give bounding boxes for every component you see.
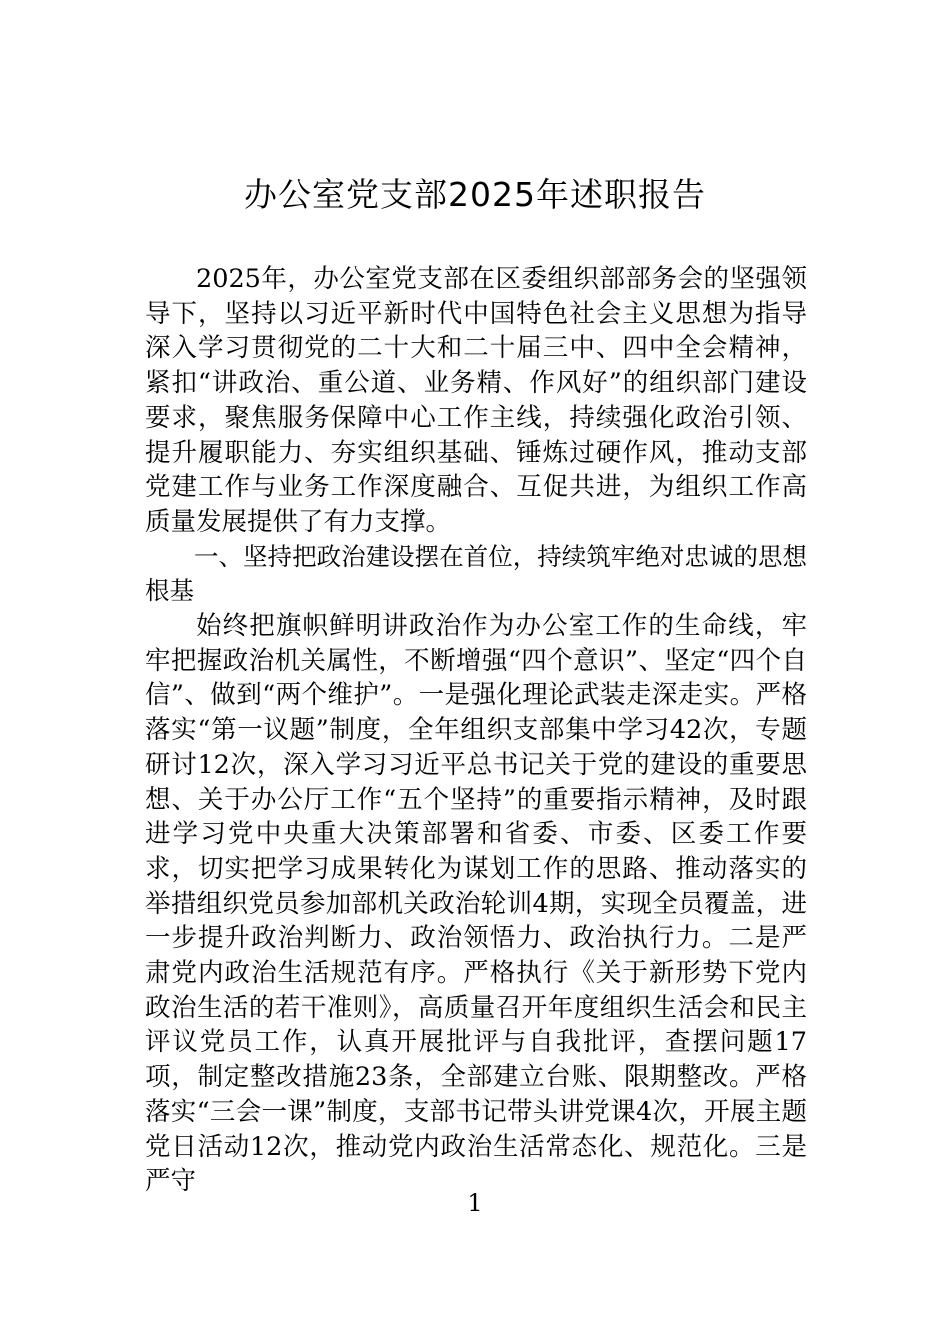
document-title: 办公室党支部2025年述职报告 [244,175,706,214]
section-1-paragraph: 始终把旗帜鲜明讲政治作为办公室工作的生命线，牢牢把握政治机关属性，不断增强“四个意识”、坚定“四个自信”、做到“两个维护”。一是强化理论武装走深走实。严格落实“第一议题”制度，全年组织支部集中学习42次，专题研讨12次，深入学习习近平总书记关于党的建设的重要思想、关于办公厅工作“五个坚持”的重要指示精神，及时跟进学习党中央重大决策部署和省委、市委、区委工作要求，切实把学习成果转化为谋划工作的思路、推动落实的举措组织党员参加部机关政治轮训4期，实现全员覆盖，进一步提升政治判断力、政治领悟力、政治执行力。二是严肃党内政治生活规范有序。严格执行《关于新形势下党内政治生活的若干准则》，高质量召开年度组织生活会和民主评议党员工作，认真开展批评与自我批评，查摆问题17项，制定整改措施23条，全部建立台账、限期整改。严格落实“三会一课”制度，支部书记带头讲党课4次，开展主题党日活动12次，推动党内政治生活常态化、规范化。三是严守 [145,611,807,1197]
page-number: 1 [467,1189,483,1217]
document-body [145,262,807,1199]
section-heading-1: 一、坚持把政治建设摆在首位，持续筑牢绝对忠诚的思想根基 [145,541,807,606]
intro-paragraph: 2025年，办公室党支部在区委组织部部务会的坚强领导下，坚持以习近平新时代中国特色社会主义思想为指导深入学习贯彻党的二十大和二十届三中、四中全会精神，紧扣“讲政治、重公道、业务精、作风好”的组织部门建设要求，聚焦服务保障中心工作主线，持续强化政治引领、提升履职能力、夯实组织基础、锤炼过硬作风，推动支部党建工作与业务工作深度融合、互促共进，为组织工作高质量发展提供了有力支撑。 [145,264,807,537]
